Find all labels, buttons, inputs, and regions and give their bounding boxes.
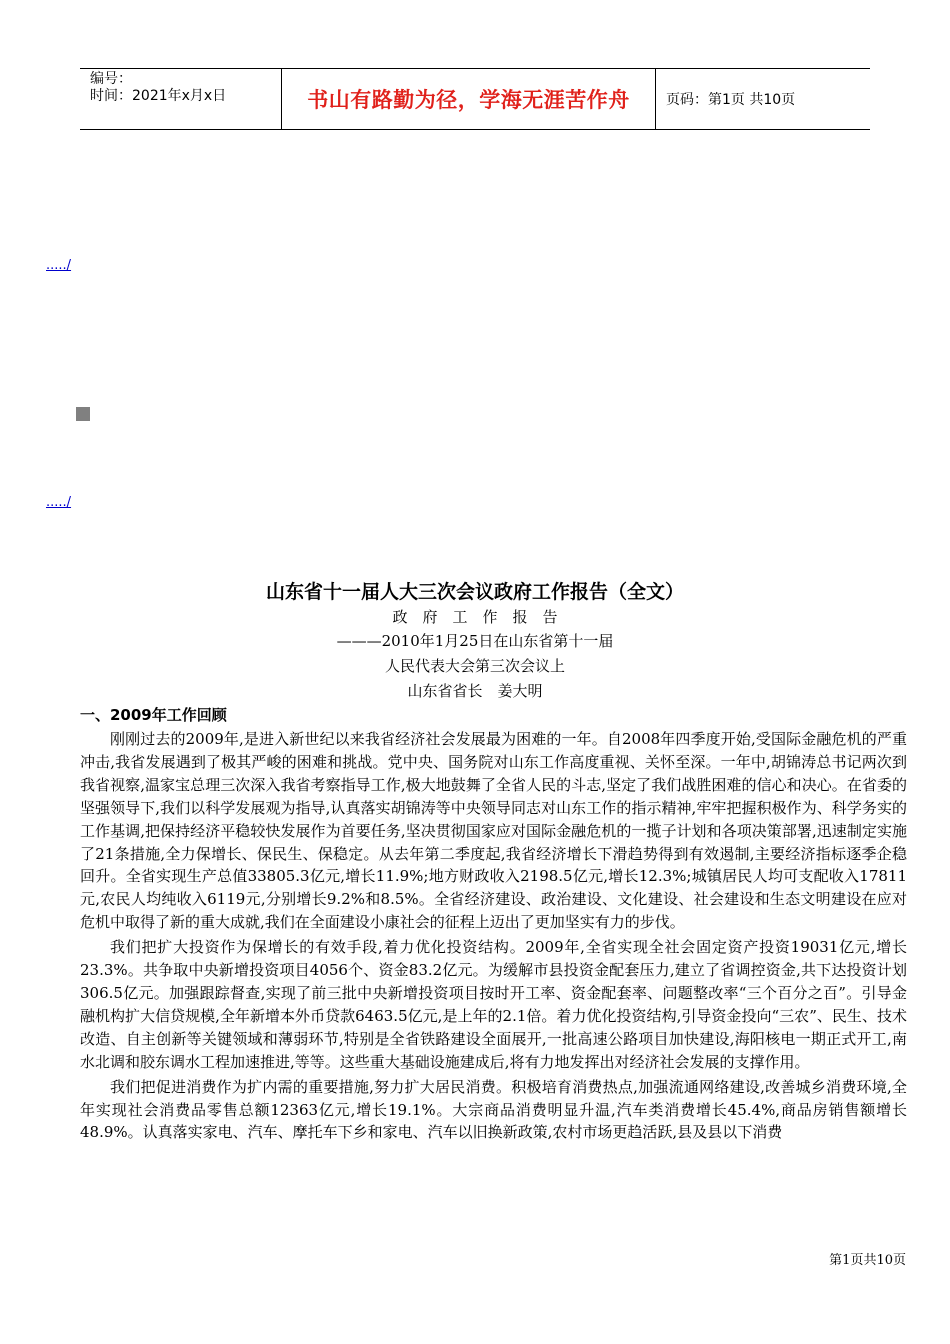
number-label: 编号：	[90, 71, 132, 87]
header-meta-cell	[80, 69, 282, 129]
meeting-line: 人民代表大会第三次会议上	[384, 657, 565, 675]
header-table	[80, 68, 870, 130]
document-body	[80, 728, 907, 1144]
broken-image-icon	[76, 407, 90, 421]
link-2[interactable]: ...../	[46, 495, 72, 510]
document-title: 山东省十一届人大三次会议政府工作报告（全文）	[265, 581, 684, 603]
time-label: 时间：2021年x月x日	[90, 88, 227, 104]
motto-cell	[282, 69, 656, 129]
motto-text: 书山有路勤为径，学海无涯苦作舟	[307, 88, 630, 112]
paragraph: 我们把促进消费作为扩内需的重要措施,努力扩大居民消费。积极培育消费热点,加强流通网络建设,改善城乡消费环境,全年实现社会消费品零售总额12363亿元,增长19.1%。大宗商品消费明显升温,汽车类消费增长45.4%,商品房销售额增长48.9%。认真落实家电、汽车、摩托车下乡和家电、汽车以旧换新政策,农村市场更趋活跃,县及县以下消费	[80, 1077, 907, 1142]
link-1[interactable]: ...../	[46, 258, 72, 273]
page-footer: 第1页共10页	[829, 1253, 906, 1268]
date-line: ———2010年1月25日在山东省第十一届	[336, 632, 614, 650]
section-heading: 一、2009年工作回顾	[80, 706, 227, 724]
page-info-cell	[656, 69, 870, 129]
paragraph: 我们把扩大投资作为保增长的有效手段,着力优化投资结构。2009年,全省实现全社会固定资产投资19031亿元,增长23.3%。共争取中央新增投资项目4056个、资金83.2亿元。为缓解市县投资金配套压力,建立了省调控资金,共下达投资计划306.5亿元。加强跟踪督查,实现了前三批中央新增投资项目按时开工率、资金配套率、问题整改率“三个百分之百”。引导金融机构扩大信贷规模,全年新增本外币贷款6463.5亿元,是上年的2.1倍。着力优化投资结构,引导资金投向“三农”、民生、技术改造、自主创新等关键领域和薄弱环节,特别是全省铁路建设全面展开,一批高速公路项目加快建设,海阳核电一期正式开工,南水北调和胶东调水工程加速推进,等等。这些重大基础设施建成后,将有力地发挥出对经济社会发展的支撑作用。	[80, 938, 907, 1071]
document-subtitle: 政 府 工 作 报 告	[392, 608, 558, 626]
paragraph: 刚刚过去的2009年,是进入新世纪以来我省经济社会发展最为困难的一年。自2008年四季度开始,受国际金融危机的严重冲击,我省发展遇到了极其严峻的困难和挑战。党中央、国务院对山东工作高度重视、关怀至深。一年中,胡锦涛总书记两次到我省视察,温家宝总理三次深入我省考察指导工作,极大地鼓舞了全省人民的斗志,坚定了我们战胜困难的信心和决心。在省委的坚强领导下,我们以科学发展观为指导,认真落实胡锦涛等中央领导同志对山东工作的指示精神,牢牢把握积极作为、科学务实的工作基调,把保持经济平稳较快发展作为首要任务,坚决贯彻国家应对国际金融危机的一揽子计划和各项决策部署,迅速制定实施了21条措施,全力保增长、保民生、保稳定。从去年第二季度起,我省经济增长下滑趋势得到有效遏制,主要经济指标逐季企稳回升。全省实现生产总值33805.3亿元,增长11.9%;地方财政收入2198.5亿元,增长12.3%;城镇居民人均可支配收入17811元,农民人均纯收入6119元,分别增长9.2%和8.5%。全省经济建设、政治建设、文化建设、社会建设和生态文明建设在应对危机中取得了新的重大成就,我们在全面建设小康社会的征程上迈出了更加坚实有力的步伐。	[80, 730, 907, 932]
page-info-text: 页码：第1页 共10页	[666, 92, 796, 108]
speaker-line: 山东省省长 姜大明	[407, 682, 543, 700]
